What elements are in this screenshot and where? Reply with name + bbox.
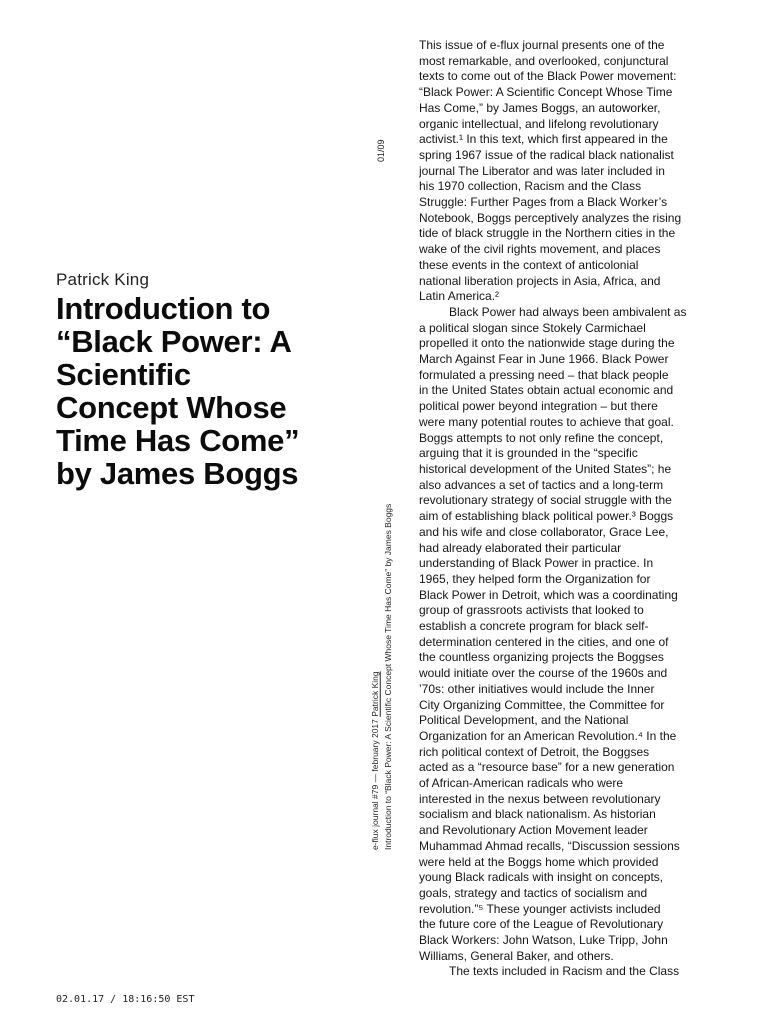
body-line: a political slogan since Stokely Carmichael [419,320,646,335]
body-line: Latin America.² [419,289,500,304]
title-line: Time Has Come” [56,423,300,458]
body-line: the countless organizing projects the Boggses [419,650,664,665]
title-line: Introduction to [56,291,271,326]
body-line: Boggs attempts to not only refine the concept, [419,430,664,445]
body-line: journal The Liberator and was later included in [419,163,665,178]
body-line: acted as a “resource base” for a new generation [419,760,675,775]
running-header-author: Patrick King [370,671,380,717]
body-line: most remarkable, and overlooked, conjunctural [419,53,669,68]
body-line: This issue of e-flux journal presents one of the [419,38,665,52]
body-line: in the United States obtain actual economic and [419,383,674,398]
body-line: tide of black struggle in the Northern cities in the [419,226,676,241]
article-body [419,38,719,982]
body-line: Political Development, and the National [419,713,629,728]
body-line: rich political context of Detroit, the Boggses [419,744,650,759]
page-number: 01/09 [376,139,386,162]
body-line: “Black Power: A Scientific Concept Whose Time [419,85,673,100]
body-line: also advances a set of tactics and a long-term [419,477,664,492]
body-line: had already elaborated their particular [419,540,622,555]
body-line: determination centered in the cities, and one of [419,634,669,649]
body-line: Black Workers: John Watson, Luke Tripp, John [419,933,668,948]
body-line: Williams, General Baker, and others. [419,948,614,963]
body-line: and his wife and close collaborator, Grace Lee, [419,524,669,539]
body-line: organic intellectual, and lifelong revolutionary [419,116,659,131]
body-line: interested in the nexus between revolutionary [419,791,661,806]
journal-issue: e-flux journal #79 — february 2017 [370,716,380,850]
body-line: Organization for an American Revolution.⁴ In the [419,728,677,743]
title-line: Scientific [56,357,191,392]
body-line: spring 1967 issue of the radical black nationalist [419,147,674,162]
body-line: of African-American radicals who were [419,776,624,791]
timestamp: 02.01.17 / 18:16:50 EST [56,994,195,1005]
title-line: by James Boggs [56,456,299,491]
body-line: The texts included in Racism and the Class [449,964,680,979]
title-line: “Black Power: A [56,324,292,359]
body-line: formulated a pressing need – that black people [419,367,669,382]
body-line: wake of the civil rights movement, and places [419,242,661,257]
running-header-line-1 [369,410,382,850]
body-line: March Against Fear in June 1966. Black Power [419,352,669,367]
body-line: revolution.”⁵ These younger activists included [419,901,661,916]
body-line: Has Come,” by James Boggs, an autoworker, [419,100,661,115]
body-line: would initiate over the course of the 1960s and [419,666,668,681]
body-line: historical development of the United States”; he [419,461,672,476]
body-line: understanding of Black Power in practice. In [419,556,654,571]
body-line: and Revolutionary Action Movement leader [419,823,648,838]
body-line: Struggle: Further Pages from a Black Worker’s [419,195,668,210]
body-line: 1965, they helped form the Organization for [419,571,651,586]
body-line: his 1970 collection, Racism and the Class [419,179,642,194]
body-line: revolutionary strategy of social struggle with the [419,493,672,508]
body-line: group of grassroots activists that looked to [419,603,644,618]
running-header-line-2: Introduction to “Black Power: A Scientific Concept Whose Time Has Come” by James Boggs [383,503,393,850]
body-line: were many potential routes to achieve that goal. [419,414,674,429]
body-line: arguing that it is grounded in the “specific [419,446,638,461]
body-line: activist.¹ In this text, which first appeared in the [419,132,668,147]
author-name: Patrick King [56,270,150,289]
body-line: Muhammad Ahmad recalls, “Discussion sessions [419,838,680,853]
body-line: aim of establishing black political power.³ Boggs [419,509,674,524]
body-line: propelled it onto the nationwide stage during the [419,336,675,351]
title-line: Concept Whose [56,390,287,425]
body-line: goals, strategy and tactics of socialism and [419,885,648,900]
body-line: establish a concrete program for black self- [419,619,649,634]
body-line: Notebook, Boggs perceptively analyzes the rising [419,210,682,225]
body-line: were held at the Boggs home which provided [419,854,659,869]
body-line: political power beyond integration – but there [419,399,658,414]
body-line: these events in the context of anticolonial [419,257,639,272]
body-line: young Black radicals with insight on concepts, [419,870,664,885]
running-header [369,410,395,850]
body-line: socialism and black nationalism. As historian [419,807,656,822]
body-line: national liberation projects in Asia, Africa, and [419,273,661,288]
body-line: texts to come out of the Black Power movement: [419,69,677,84]
body-line: Black Power in Detroit, which was a coordinating [419,587,678,602]
article-title [56,292,356,490]
body-line: Black Power had always been ambivalent as [449,304,687,319]
body-line: ’70s: other initiatives would include the Inner [419,681,655,696]
body-line: the future core of the League of Revolutionary [419,917,664,932]
body-line: City Organizing Committee, the Committee for [419,697,665,712]
